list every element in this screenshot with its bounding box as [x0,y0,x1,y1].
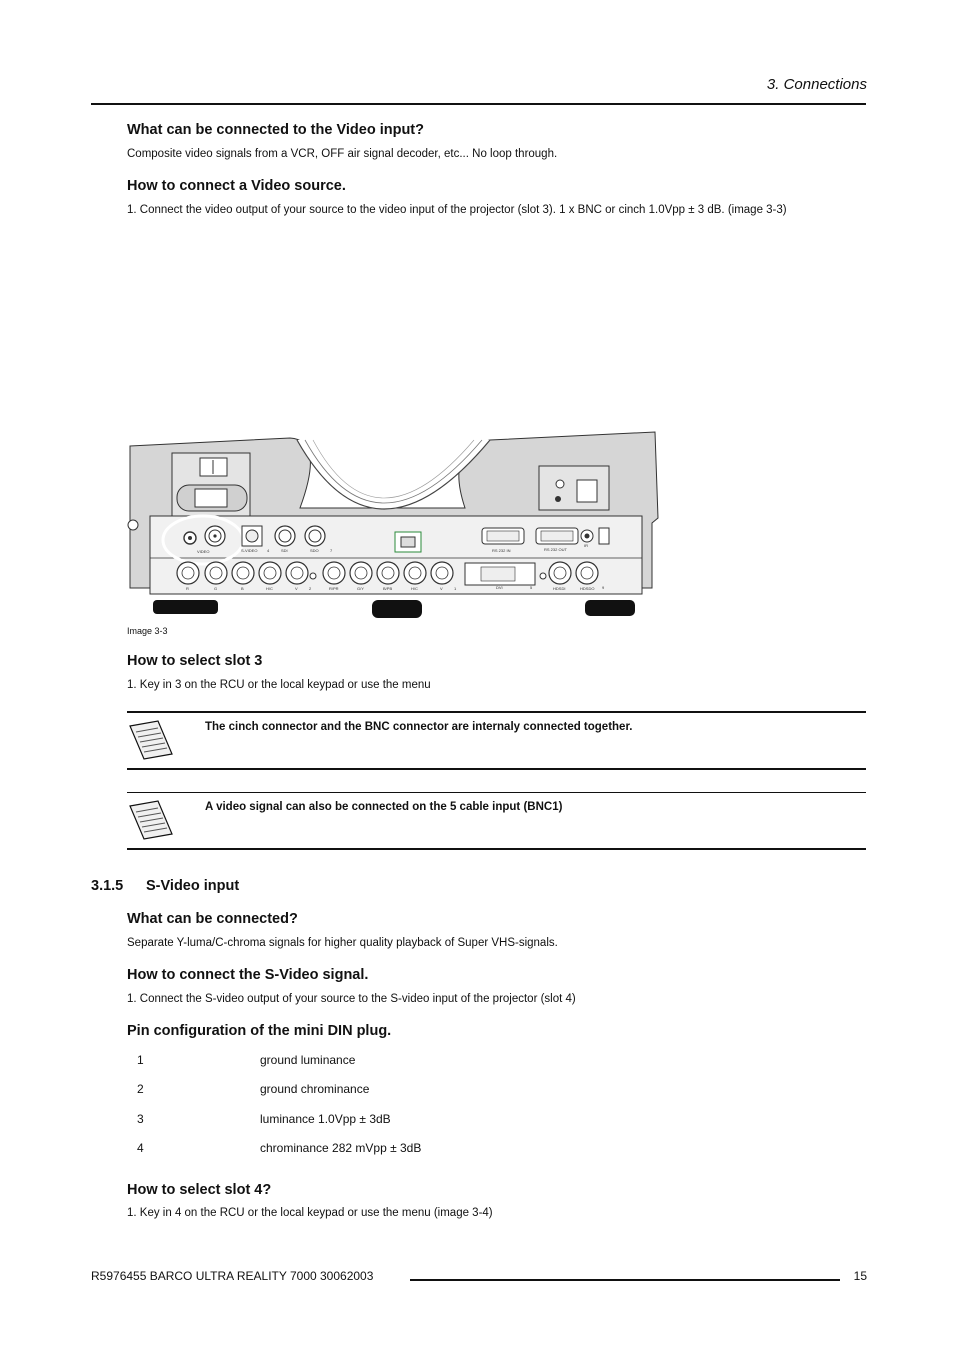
label-video: VIDEO [197,549,210,554]
label-bpb: B/PB [383,586,393,591]
svideo-connected-text: Separate Y-luma/C-chroma signals for higher quality playback of Super VHS-signals. [127,937,558,949]
label-sdo: SDO [310,548,319,553]
label-slot-5: 5 [530,585,533,590]
label-hdsdo: HDSDO [580,586,595,591]
label-b: B [241,586,244,591]
label-ir: IR [584,543,588,548]
label-svideo: S-VIDEO [241,548,258,553]
pin-number: 2 [137,1082,144,1096]
label-r: R [186,586,189,591]
note2-top-rule [127,792,866,793]
note1-bottom-rule [127,768,866,770]
label-slot-9: 9 [602,585,605,590]
label-hdsdi: HDSDI [553,586,566,591]
pin-number: 1 [137,1053,144,1067]
connect-video-step: 1. Connect the video output of your source to the video input of the projector (slot 3). 1 x BNC or cinch 1.0Vpp ± 3 dB. (image 3-3) [127,204,787,216]
footer-doc-id: R5976455 BARCO ULTRA REALITY 7000 30062003 [91,1269,374,1283]
label-v-2: V [440,586,443,591]
pin-number: 4 [137,1141,144,1155]
label-hc-2: H/C [411,586,418,591]
section-name: S-Video input [146,878,240,894]
pin-number: 3 [137,1112,144,1126]
note-bnc1: A video signal can also be connected on the 5 cable input (BNC1) [205,801,563,813]
label-slot-2: 2 [309,586,312,591]
note2-bottom-rule [127,848,866,850]
label-slot-1: 1 [454,586,457,591]
note1-top-rule [127,711,866,713]
select-slot3-step: 1. Key in 3 on the RCU or the local keypad or use the menu [127,679,431,691]
select-slot3-heading: How to select slot 3 [127,653,263,669]
pin-description: ground chrominance [260,1082,370,1096]
label-rs232-in: RS 232 IN [492,548,511,553]
pin-description: chrominance 282 mVpp ± 3dB [260,1141,422,1155]
label-g: G [214,586,218,591]
label-v: V [295,586,298,591]
video-input-heading: What can be connected to the Video input? [127,122,424,138]
pin-config-heading: Pin configuration of the mini DIN plug. [127,1023,392,1039]
select-slot4-heading: How to select slot 4? [127,1182,272,1198]
page-number: 15 [853,1269,867,1283]
label-dvi: DVI [496,585,503,590]
label-slot-7: 7 [330,548,333,553]
note-icon [128,720,174,760]
pin-description: ground luminance [260,1053,356,1067]
label-sdi: SDI [281,548,288,553]
chapter-title: 3. Connections [766,76,867,93]
label-rs232-out: RS 232 OUT [544,547,567,552]
figure-caption: Image 3-3 [127,626,168,636]
video-input-text: Composite video signals from a VCR, OFF air signal decoder, etc... No loop through. [127,148,558,160]
projector-connector-panel [125,428,665,628]
connect-video-heading: How to connect a Video source. [127,178,346,194]
connect-svideo-step: 1. Connect the S-video output of your source to the S-video input of the projector (slot 4) [127,993,576,1005]
select-slot4-step: 1. Key in 4 on the RCU or the local keypad or use the menu (image 3-4) [127,1207,493,1219]
connect-svideo-heading: How to connect the S-Video signal. [127,967,369,983]
label-gy: G/Y [357,586,364,591]
pin-description: luminance 1.0Vpp ± 3dB [260,1112,391,1126]
note-cinch-bnc: The cinch connector and the BNC connector are internaly connected together. [205,721,633,733]
label-rpr: R/PR [329,586,339,591]
section-number: 3.1.5 [91,878,124,894]
note-icon [128,800,174,840]
svideo-connected-heading: What can be connected? [127,911,298,927]
label-hc: H/C [266,586,273,591]
footer-rule [410,1279,840,1281]
header-rule [91,103,866,105]
section-title [91,878,239,894]
label-slot-4: 4 [267,548,270,553]
